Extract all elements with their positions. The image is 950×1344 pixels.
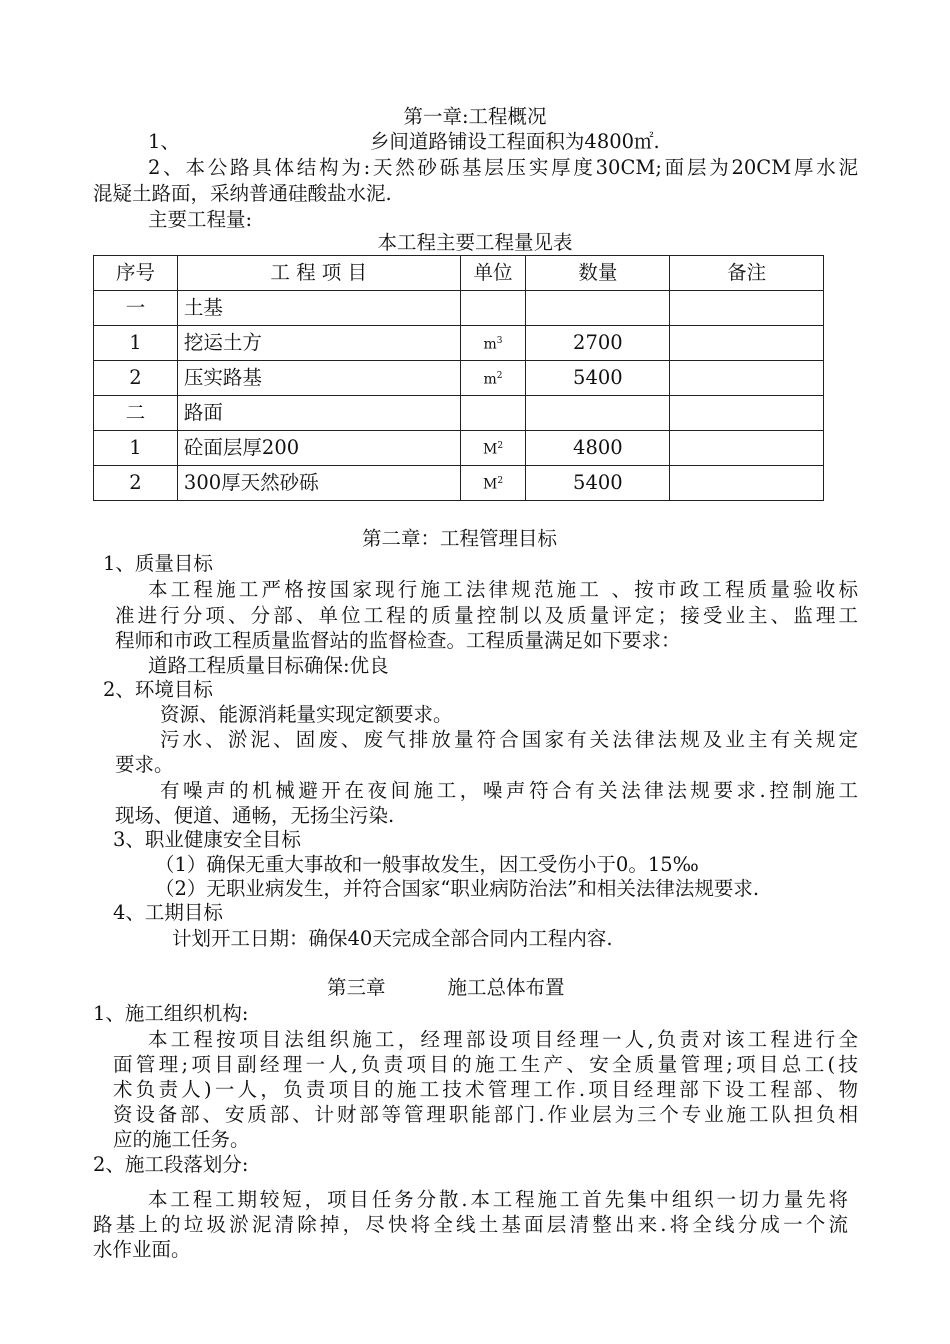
cell-qty <box>526 291 670 326</box>
ch3-s2-line-3: 水作业面。 <box>93 1238 191 1261</box>
cell-no: 2 <box>94 466 178 501</box>
ch1-p1-number: 1、 <box>148 130 180 153</box>
table-row <box>94 396 824 431</box>
ch2-s3-p1: （1）确保无重大事故和一般事故发生，因工受伤小于0。15‰ <box>155 853 699 876</box>
ch3-s1-line-4: 资设备部、安质部、计财部等管理职能部门.作业层为三个专业施工队担负相 <box>113 1103 858 1126</box>
cell-note <box>670 396 824 431</box>
header-note: 备注 <box>670 256 824 291</box>
header-item: 工 程 项 目 <box>177 256 460 291</box>
cell-note <box>670 361 824 396</box>
cell-unit: $M^2$ <box>460 431 526 466</box>
ch2-s1-p1-line-3: 程师和市政工程质量监督站的监督检查。工程质量满足如下要求： <box>115 629 681 652</box>
cell-qty: 5400 <box>526 466 670 501</box>
cell-unit: $m^3$ <box>460 326 526 361</box>
ch2-s2-p2-line-2: 要求。 <box>115 753 174 776</box>
table-header-row <box>94 256 824 291</box>
ch3-section-2-heading: 2、施工段落划分: <box>93 1153 249 1176</box>
cell-qty: 2700 <box>526 326 670 361</box>
cell-note <box>670 291 824 326</box>
chapter-2-title: 第二章：工程管理目标 <box>362 527 558 550</box>
cell-unit: $M^2$ <box>460 466 526 501</box>
quantity-table <box>93 255 824 501</box>
ch3-s1-line-2: 面管理;项目副经理一人,负责项目的施工生产、安全质量管理;项目总工(技 <box>113 1053 858 1076</box>
header-qty: 数量 <box>526 256 670 291</box>
ch2-s2-p2-line-1: 污水、淤泥、固废、废气排放量符合国家有关法律法规及业主有关规定 <box>160 728 858 751</box>
cell-unit: $m^2$ <box>460 361 526 396</box>
cell-no: 一 <box>94 291 178 326</box>
header-unit: 单位 <box>460 256 526 291</box>
ch2-s2-p3-line-2: 现场、便道、通畅，无扬尘污染. <box>115 804 395 827</box>
ch1-p2-line-2: 混疑土路面，采纳普通硅酸盐水泥. <box>93 182 392 205</box>
ch2-s2-p1: 资源、能源消耗量实现定额要求。 <box>160 703 453 726</box>
table-row <box>94 326 824 361</box>
cell-item: 砼面层厚200 <box>177 431 460 466</box>
cell-qty: 5400 <box>526 361 670 396</box>
cell-unit <box>460 291 526 326</box>
ch1-p2-line-1: 2、本公路具体结构为:天然砂砾基层压实厚度30CM;面层为20CM厚水泥 <box>148 156 858 179</box>
table-row <box>94 361 824 396</box>
table-row <box>94 466 824 501</box>
ch2-s1-p1-line-1: 本工程施工严格按国家现行施工法律规范施工 、按市政工程质量验收标 <box>148 578 858 601</box>
cell-item: 压实路基 <box>177 361 460 396</box>
ch2-section-2-heading: 2、环境目标 <box>103 678 213 701</box>
chapter-3-name: 施工总体布置 <box>447 976 565 999</box>
table-caption: 本工程主要工程量见表 <box>377 231 573 254</box>
ch2-section-3-heading: 3、职业健康安全目标 <box>113 828 301 851</box>
cell-no: 2 <box>94 361 178 396</box>
cell-item: 300厚天然砂砾 <box>177 466 460 501</box>
ch2-s4-p1: 计划开工日期：确保40天完成全部合同内工程内容. <box>172 927 613 950</box>
ch3-s2-line-1: 本工程工期较短，项目任务分散.本工程施工首先集中组织一切力量先将 <box>148 1188 848 1211</box>
cell-item: 土基 <box>177 291 460 326</box>
chapter-3-number: 第三章 <box>327 976 386 999</box>
cell-note <box>670 431 824 466</box>
ch1-paragraph-1 <box>148 130 660 154</box>
ch3-s2-line-2: 路基上的垃圾淤泥清除掉，尽快将全线土基面层清整出来.将全线分成一个流 <box>93 1213 848 1236</box>
ch2-section-1-heading: 1、质量目标 <box>103 552 213 575</box>
ch3-s1-line-5: 应的施工任务。 <box>113 1128 250 1151</box>
cell-qty: 4800 <box>526 431 670 466</box>
cell-item: 挖运土方 <box>177 326 460 361</box>
ch2-s3-p2: （2）无职业病发生，并符合国家“职业病防治法”和相关法律法规要求. <box>155 877 760 900</box>
ch2-s1-p1-line-2: 准进行分项、分部、单位工程的质量控制以及质量评定；接受业主、监理工 <box>115 604 858 627</box>
ch1-p1-text: 乡间道路铺设工程面积为4800㎡. <box>369 130 660 153</box>
cell-no: 1 <box>94 326 178 361</box>
ch3-section-1-heading: 1、施工组织机构: <box>93 1002 249 1025</box>
cell-item: 路面 <box>177 396 460 431</box>
ch2-s1-p2: 道路工程质量目标确保:优良 <box>148 654 389 677</box>
cell-note <box>670 326 824 361</box>
table-row <box>94 291 824 326</box>
table-row <box>94 431 824 466</box>
ch2-section-4-heading: 4、工期目标 <box>113 901 223 924</box>
cell-no: 1 <box>94 431 178 466</box>
chapter-1-title: 第一章:工程概况 <box>403 105 547 128</box>
ch2-s2-p3-line-1: 有噪声的机械避开在夜间施工，噪声符合有关法律法规要求.控制施工 <box>160 779 858 802</box>
ch3-s1-line-1: 本工程按项目法组织施工，经理部设项目经理一人,负责对该工程进行全 <box>148 1028 858 1051</box>
cell-unit <box>460 396 526 431</box>
cell-no: 二 <box>94 396 178 431</box>
chapter-3-title <box>327 976 565 1000</box>
cell-note <box>670 466 824 501</box>
ch3-s1-line-3: 术负责人)一人，负责项目的施工技术管理工作.项目经理部下设工程部、物 <box>113 1078 858 1101</box>
header-no: 序号 <box>94 256 178 291</box>
ch1-p3: 主要工程量: <box>148 208 253 231</box>
cell-qty <box>526 396 670 431</box>
